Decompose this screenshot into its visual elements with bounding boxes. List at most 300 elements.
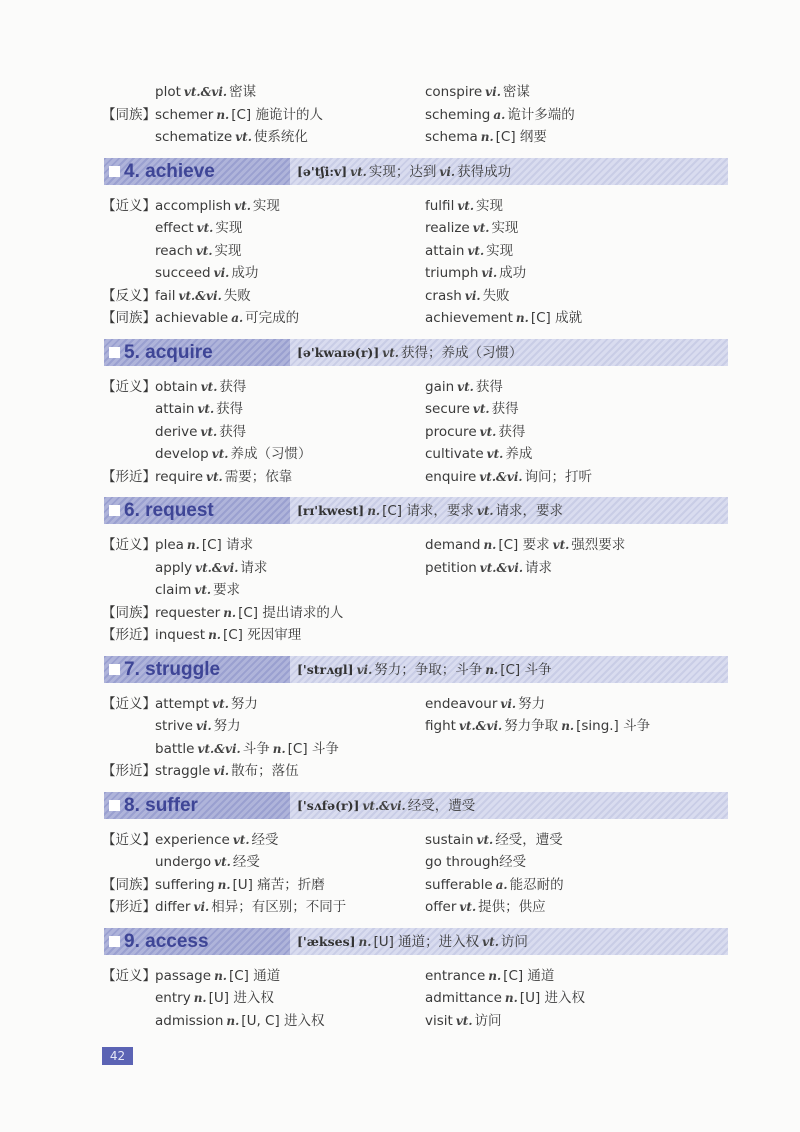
related-word-left — [155, 240, 242, 262]
word-row — [0, 557, 800, 579]
definition: [C] 要求 — [498, 537, 550, 553]
related-word-right — [425, 987, 585, 1009]
headword: experience — [155, 831, 230, 848]
part-of-speech: vt. — [206, 469, 223, 484]
headword: admission — [155, 1012, 224, 1029]
part-of-speech: vi. — [439, 164, 456, 179]
headword: enquire — [425, 468, 477, 485]
definition: 养成（习惯） — [230, 446, 312, 462]
headword: cultivate — [425, 446, 484, 462]
headword: fulfil — [425, 197, 455, 214]
definition: 努力 — [230, 695, 258, 712]
definition: [C] 提出请求的人 — [238, 604, 344, 621]
headword: attain — [155, 401, 195, 417]
headword: succeed — [155, 265, 211, 281]
relation-tag: 【形近】 — [102, 763, 156, 779]
part-of-speech: n. — [367, 504, 381, 518]
headword: admittance — [425, 990, 502, 1006]
definition: [U] 进入权 — [519, 990, 586, 1006]
part-of-speech: vt. — [482, 934, 499, 949]
relation-tag: 【近义】 — [102, 537, 156, 553]
headword: conspire — [425, 84, 483, 100]
part-of-speech: vt. — [552, 538, 570, 552]
headword: schematize — [155, 129, 233, 145]
definition: 经受，遭受 — [495, 831, 563, 848]
definition: 提供；供应 — [478, 899, 546, 915]
word-row — [0, 104, 800, 126]
headword: offer — [425, 899, 457, 915]
related-word-right — [425, 693, 545, 715]
definition: 努力；争取；斗争 — [374, 661, 483, 678]
related-word-left — [155, 602, 343, 624]
entry-title: 6. request — [124, 500, 214, 521]
word-row — [0, 376, 800, 398]
headword: plot — [155, 84, 181, 100]
word-row — [0, 715, 800, 737]
part-of-speech: vi. — [481, 266, 498, 280]
word-row — [0, 126, 800, 148]
entry-definition — [297, 656, 551, 684]
part-of-speech: n. — [217, 877, 231, 892]
part-of-speech: n. — [561, 719, 575, 733]
phonetic: ['ækses] — [297, 933, 356, 949]
definition: [C] 通道 — [503, 967, 555, 984]
headword: requester — [155, 604, 221, 621]
part-of-speech: vi. — [213, 266, 230, 280]
page-number: 42 — [102, 1047, 133, 1065]
bullet-square — [109, 505, 120, 516]
word-row — [0, 285, 800, 307]
word-row — [0, 693, 800, 715]
word-row — [0, 579, 800, 601]
part-of-speech: n. — [226, 1013, 240, 1028]
part-of-speech: n. — [272, 741, 286, 756]
part-of-speech: n. — [485, 662, 499, 677]
entry-title-bar — [104, 339, 290, 366]
definition: 失败 — [482, 287, 510, 304]
entry-definition — [297, 928, 528, 956]
word-row — [0, 965, 800, 987]
related-word-left — [155, 376, 246, 398]
entry-definition — [297, 497, 563, 525]
headword: claim — [155, 582, 192, 598]
part-of-speech: vt. — [235, 130, 252, 144]
headword: achievement — [425, 310, 513, 326]
headword: schemer — [155, 106, 214, 123]
related-word-left — [155, 715, 241, 737]
related-word-left — [155, 534, 253, 556]
relation-tag: 【形近】 — [102, 468, 156, 485]
headword: demand — [425, 537, 481, 553]
part-of-speech: vt.&vi. — [479, 469, 523, 484]
relation-tag: 【同族】 — [102, 876, 156, 893]
word-row — [0, 896, 800, 918]
word-row — [0, 602, 800, 624]
headword: gain — [425, 378, 455, 395]
definition: 使系统化 — [253, 129, 308, 145]
relation-tag: 【反义】 — [102, 287, 156, 304]
related-word-left — [155, 421, 246, 443]
headword: endeavour — [425, 695, 498, 712]
headword: secure — [425, 401, 470, 417]
definition: 经受 — [251, 831, 279, 848]
part-of-speech: vt.&vi. — [362, 798, 406, 813]
word-row — [0, 760, 800, 782]
related-word-right — [425, 421, 525, 443]
headword: fail — [155, 287, 176, 304]
headword: realize — [425, 220, 470, 236]
part-of-speech: n. — [480, 130, 494, 144]
definition: [C] 死因审理 — [222, 627, 302, 643]
part-of-speech: a. — [495, 877, 508, 892]
part-of-speech: vt. — [382, 345, 399, 360]
entry-title-bar — [104, 656, 290, 683]
related-word-right — [425, 104, 575, 126]
relation-tag: 【同族】 — [102, 310, 156, 326]
headword: achievable — [155, 310, 229, 326]
relation-tag: 【近义】 — [102, 967, 156, 984]
related-word-left — [155, 829, 279, 851]
headword: battle — [155, 740, 195, 757]
part-of-speech: vt.&vi. — [195, 560, 239, 575]
part-of-speech: vt.&vi. — [178, 288, 222, 303]
definition: [C] 成就 — [530, 310, 583, 326]
part-of-speech: vt. — [467, 243, 485, 258]
headword: schema — [425, 129, 478, 145]
part-of-speech: vt. — [457, 379, 474, 394]
part-of-speech: vt.&vi. — [183, 85, 228, 99]
definition: 努力争取 — [504, 718, 559, 734]
part-of-speech: a. — [493, 107, 506, 122]
part-of-speech: vt. — [196, 221, 214, 235]
related-word-right — [425, 557, 552, 579]
entry-header — [104, 339, 728, 366]
definition: 获得成功 — [457, 163, 512, 180]
part-of-speech: vt. — [472, 221, 490, 235]
related-word-right — [425, 307, 582, 329]
related-word-left — [155, 285, 251, 307]
definition: 需要；依靠 — [224, 468, 293, 485]
part-of-speech: n. — [223, 605, 237, 620]
definition: 实现 — [476, 197, 504, 214]
definition: [C] 通道 — [228, 967, 281, 984]
definition: [U, C] 进入权 — [241, 1012, 325, 1029]
entry-title: 7. struggle — [124, 658, 221, 680]
part-of-speech: vt. — [232, 832, 250, 847]
headword: effect — [155, 220, 194, 236]
definition: 询问；打听 — [524, 468, 593, 485]
part-of-speech: vt. — [476, 832, 494, 847]
definition: 访问 — [500, 933, 528, 950]
headword: passage — [155, 967, 212, 984]
related-word-right — [425, 217, 518, 239]
definition: 获得 — [219, 378, 247, 395]
definition: 要求 — [213, 582, 241, 598]
part-of-speech: vt. — [455, 1013, 473, 1028]
related-word-left — [155, 307, 299, 329]
part-of-speech: n. — [214, 968, 227, 983]
part-of-speech: vt. — [486, 447, 504, 461]
part-of-speech: vt. — [472, 402, 490, 416]
related-word-left — [155, 760, 299, 782]
phonetic: [rɪ'kwest] — [297, 503, 365, 518]
part-of-speech: vi. — [464, 288, 481, 303]
related-word-left — [155, 624, 301, 646]
related-word-left — [155, 579, 240, 601]
part-of-speech: n. — [193, 991, 207, 1005]
definition: 获得 — [491, 401, 519, 417]
word-row — [0, 466, 800, 488]
part-of-speech: vi. — [500, 696, 517, 711]
definition: 失败 — [223, 287, 251, 304]
definition: 努力 — [213, 718, 241, 734]
headword: fight — [425, 718, 456, 734]
definition: 经受 — [232, 854, 260, 870]
definition: 斗争 — [242, 740, 270, 757]
headword: procure — [425, 423, 477, 440]
word-row — [0, 398, 800, 420]
related-word-right — [425, 195, 503, 217]
related-word-left — [155, 217, 242, 239]
headword: apply — [155, 559, 193, 576]
related-word-right — [425, 398, 519, 420]
related-word-left — [155, 443, 311, 465]
related-word-right — [425, 715, 650, 737]
related-word-left — [155, 262, 258, 284]
part-of-speech: n. — [208, 628, 221, 642]
related-word-right — [425, 534, 625, 556]
word-row — [0, 829, 800, 851]
related-word-right — [425, 285, 510, 307]
related-word-right — [425, 126, 547, 148]
definition: 获得；养成（习惯） — [400, 344, 523, 361]
part-of-speech: vi. — [195, 719, 212, 733]
headword: go through — [425, 854, 500, 870]
part-of-speech: n. — [483, 538, 497, 552]
word-row — [0, 262, 800, 284]
entry-title-bar — [104, 497, 290, 524]
part-of-speech: vt. — [214, 855, 231, 869]
part-of-speech: vt. — [212, 696, 229, 711]
definition: [C] 请求，要求 — [382, 503, 474, 519]
headword: accomplish — [155, 197, 232, 214]
related-word-right — [425, 851, 526, 873]
related-word-left — [155, 126, 308, 148]
relation-tag: 【同族】 — [102, 604, 156, 621]
word-row — [0, 81, 800, 103]
headword: entry — [155, 990, 191, 1006]
related-word-left — [155, 987, 274, 1009]
related-word-left — [155, 557, 267, 579]
headword: sustain — [425, 831, 474, 848]
relation-tag: 【近义】 — [102, 695, 156, 712]
related-word-left — [155, 965, 280, 987]
definition: 成功 — [231, 265, 259, 281]
entry-title: 9. access — [124, 930, 209, 952]
relation-tag: 【近义】 — [102, 197, 156, 214]
headword: obtain — [155, 378, 198, 395]
entry-header — [104, 656, 728, 683]
part-of-speech: vt. — [211, 447, 229, 461]
word-row — [0, 421, 800, 443]
part-of-speech: vt. — [457, 198, 475, 213]
related-word-right — [425, 262, 526, 284]
definition: [sing.] 斗争 — [576, 718, 651, 734]
related-word-left — [155, 851, 260, 873]
part-of-speech: vt. — [200, 424, 218, 439]
part-of-speech: vt. — [197, 402, 215, 416]
definition: [C] 施诡计的人 — [231, 106, 323, 123]
headword: attempt — [155, 695, 210, 712]
related-word-left — [155, 195, 280, 217]
definition: [U] 痛苦；折磨 — [232, 876, 325, 893]
part-of-speech: vi. — [193, 900, 210, 914]
definition: 密谋 — [502, 84, 530, 100]
headword: entrance — [425, 967, 486, 984]
related-word-left — [155, 398, 243, 420]
part-of-speech: n. — [488, 968, 502, 983]
word-row — [0, 624, 800, 646]
related-word-right — [425, 81, 530, 103]
definition: 密谋 — [229, 84, 257, 100]
bullet-square — [109, 664, 120, 675]
bullet-square — [109, 166, 120, 177]
headword: suffering — [155, 876, 215, 893]
relation-tag: 【同族】 — [102, 106, 156, 123]
definition: 实现 — [215, 220, 243, 236]
definition: 实现 — [214, 242, 242, 259]
headword: reach — [155, 242, 193, 259]
word-row — [0, 534, 800, 556]
part-of-speech: vt. — [234, 198, 251, 213]
headword: derive — [155, 423, 198, 440]
part-of-speech: vt. — [479, 424, 497, 439]
related-word-left — [155, 466, 292, 488]
related-word-left — [155, 81, 256, 103]
related-word-right — [425, 965, 554, 987]
entry-title: 5. acquire — [124, 341, 213, 363]
definition: 诡计多端的 — [507, 106, 575, 123]
word-row — [0, 240, 800, 262]
bullet-square — [109, 800, 120, 811]
definition: 请求，要求 — [495, 503, 564, 519]
word-row — [0, 738, 800, 760]
definition: 获得 — [216, 401, 244, 417]
related-word-right — [425, 240, 513, 262]
definition: [C] 请求 — [201, 537, 254, 553]
definition: [U] 进入权 — [208, 990, 274, 1006]
headword: petition — [425, 559, 477, 576]
part-of-speech: n. — [186, 538, 200, 552]
word-row — [0, 1010, 800, 1032]
word-row — [0, 851, 800, 873]
part-of-speech: vt.&vi. — [479, 560, 524, 575]
entry-title-bar — [104, 928, 290, 955]
headword: strive — [155, 718, 193, 734]
definition: 散布；落伍 — [231, 763, 299, 779]
entry-title: 4. achieve — [124, 160, 215, 182]
phonetic: [ə'kwaɪə(r)] — [297, 344, 380, 360]
word-row — [0, 195, 800, 217]
definition: 实现 — [491, 220, 519, 236]
part-of-speech: n. — [504, 991, 518, 1005]
headword: triumph — [425, 265, 479, 281]
part-of-speech: vt.&vi. — [458, 719, 503, 733]
headword: straggle — [155, 763, 211, 779]
bullet-square — [109, 936, 120, 947]
headword: inquest — [155, 627, 206, 643]
word-row — [0, 874, 800, 896]
entry-header — [104, 158, 728, 185]
definition: 实现 — [252, 197, 280, 214]
related-word-left — [155, 104, 323, 126]
definition: [U] 通道；进入权 — [373, 933, 480, 950]
entry-definition — [297, 158, 511, 186]
phonetic: ['sʌfə(r)] — [297, 797, 360, 813]
entry-header — [104, 928, 728, 955]
part-of-speech: n. — [515, 311, 529, 325]
entry-header — [104, 497, 728, 524]
related-word-right — [425, 376, 503, 398]
definition: 请求 — [525, 559, 553, 576]
definition: [C] 纲要 — [495, 129, 547, 145]
headword: scheming — [425, 106, 491, 123]
headword: visit — [425, 1012, 453, 1029]
definition: 努力 — [518, 695, 546, 712]
definition: 强烈要求 — [571, 537, 626, 553]
part-of-speech: vt.&vi. — [197, 741, 241, 756]
definition: 经受，遭受 — [407, 797, 476, 814]
relation-tag: 【形近】 — [102, 627, 156, 643]
related-word-left — [155, 1010, 325, 1032]
definition: [C] 斗争 — [500, 661, 552, 678]
related-word-left — [155, 693, 258, 715]
definition: 获得 — [498, 423, 526, 440]
related-word-right — [425, 1010, 502, 1032]
entry-header — [104, 792, 728, 819]
definition: 获得 — [219, 423, 247, 440]
headword: plea — [155, 537, 184, 553]
phonetic: ['strʌgl] — [297, 661, 354, 677]
definition: 能忍耐的 — [509, 876, 564, 893]
entry-definition — [297, 792, 475, 820]
related-word-right — [425, 896, 546, 918]
part-of-speech: vt. — [476, 504, 494, 518]
headword: attain — [425, 242, 465, 259]
definition: 相异；有区别；不同于 — [211, 899, 347, 915]
word-row — [0, 307, 800, 329]
bullet-square — [109, 347, 120, 358]
word-row — [0, 987, 800, 1009]
definition: 经受 — [499, 854, 527, 870]
part-of-speech: vt. — [459, 900, 477, 914]
part-of-speech: a. — [231, 311, 244, 325]
related-word-right — [425, 443, 532, 465]
part-of-speech: vi. — [356, 662, 373, 677]
part-of-speech: vi. — [485, 85, 501, 99]
entry-title-bar — [104, 792, 290, 819]
part-of-speech: vt. — [195, 243, 213, 258]
related-word-left — [155, 874, 325, 896]
entry-definition — [297, 339, 522, 367]
related-word-left — [155, 896, 346, 918]
part-of-speech: vi. — [213, 764, 230, 778]
relation-tag: 【近义】 — [102, 378, 156, 395]
definition: 可完成的 — [245, 310, 300, 326]
part-of-speech: vt. — [194, 583, 212, 597]
definition: 实现 — [486, 242, 514, 259]
definition: [C] 斗争 — [287, 740, 339, 757]
